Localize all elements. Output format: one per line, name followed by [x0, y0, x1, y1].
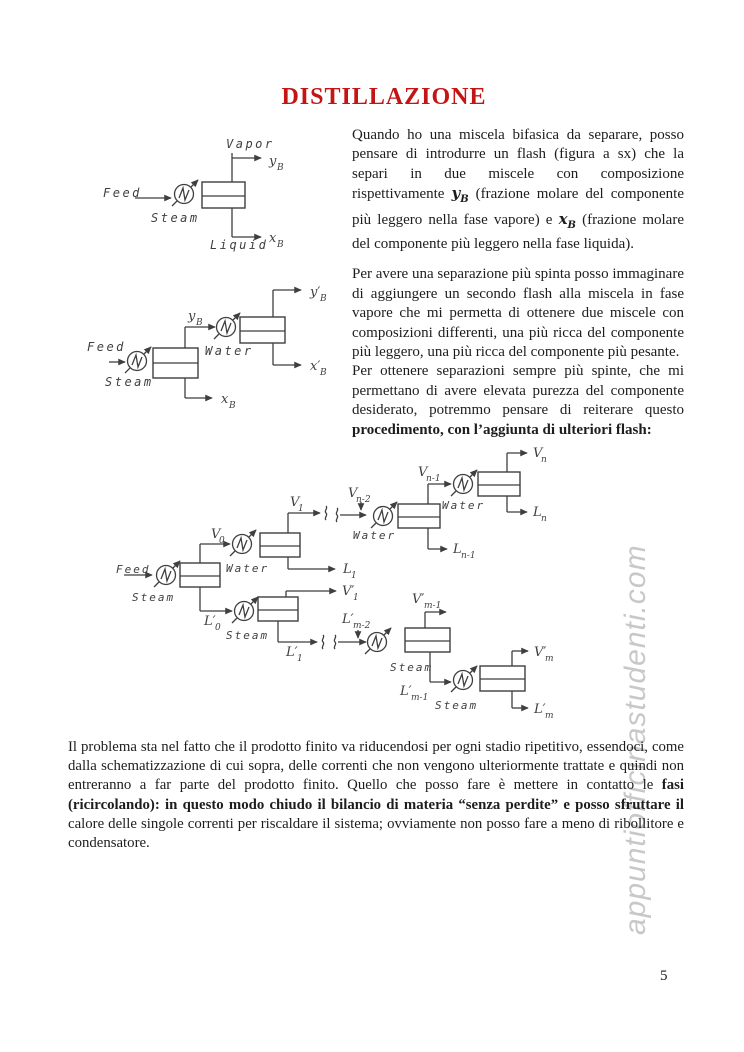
Vmp-sub: m: [545, 654, 554, 664]
flash-drum: [480, 666, 525, 691]
page-number: 5: [660, 968, 668, 984]
paragraph-4-text-c: calore delle singole correnti per riscaldare il sistema; ovviamente non posso fare a meno di ribollitore e condensatore.: [68, 815, 684, 852]
paragraph-2: Per avere una separazione più spinta posso immaginare di aggiungere un secondo flash alla miscela in fase vapore che mi permetta di ottenere due miscele con composizioni differenti, una più ricca del componente più leggero, una più ricca del componente più pesante.: [352, 266, 684, 361]
heat-exchanger-icon: [371, 502, 397, 528]
flash-cascade-diagram: [90, 445, 650, 737]
ypB-sub: B: [320, 294, 327, 304]
xB-label: x: [221, 392, 229, 407]
paragraph-3: [352, 362, 684, 440]
Lmp-label: L′: [534, 702, 546, 717]
L0p-label: L′: [204, 614, 216, 629]
xpB-label: x′: [310, 359, 321, 374]
lmp-stream: [512, 691, 528, 708]
Vn-sub: n: [541, 455, 547, 465]
heat-exchanger-icon: [172, 180, 198, 206]
steam-label: Steam: [105, 375, 154, 389]
feed-label: Feed: [103, 186, 142, 200]
xB-symbol: $x_B$: [558, 209, 576, 231]
text-column: [352, 126, 684, 440]
L1p-sub: 1: [297, 654, 303, 664]
Ln-sub: n: [541, 514, 547, 524]
l0p-stream: [200, 587, 232, 611]
yB-label: y: [269, 154, 277, 169]
steam-label: Steam: [226, 629, 270, 642]
lm1p-stream: [430, 652, 451, 682]
paragraph-1: [352, 126, 684, 254]
Ln1-label: L: [453, 542, 462, 557]
water-label: Water: [442, 499, 486, 512]
yB-sub: B: [277, 163, 284, 173]
yB-sub: B: [196, 318, 203, 328]
single-flash-diagram: [85, 125, 340, 255]
Vn2-label: V: [348, 486, 358, 501]
heat-exchanger-icon: [230, 530, 256, 556]
liquid-label: Liquid: [210, 238, 269, 252]
Ln1-sub: n-1: [461, 551, 476, 561]
vapor-out-stream: [273, 290, 301, 317]
water-label: Water: [205, 344, 254, 358]
L1-sub: 1: [351, 571, 357, 581]
Vm1p-label: V′: [412, 592, 425, 607]
ln1-stream: [428, 528, 447, 549]
paragraph-1-text-b: (frazione molare del componente più leggero nella fase vapore) e: [352, 186, 685, 228]
Vn-label: V: [533, 446, 543, 461]
flash-drum: [478, 472, 520, 496]
L1p-label: L′: [286, 645, 298, 660]
Vn1-label: V: [418, 465, 428, 480]
xpB-sub: B: [320, 368, 327, 378]
ln-stream: [507, 496, 527, 512]
L1-label: L: [343, 562, 352, 577]
V0-sub: 0: [219, 536, 225, 546]
V0-label: V: [211, 527, 221, 542]
water-label: Water: [226, 562, 270, 575]
Vn2-sub: n-2: [356, 495, 371, 505]
lm2p-stream: [334, 630, 366, 649]
heat-exchanger-icon: [125, 347, 151, 373]
vapor-stream: [232, 153, 261, 182]
v0-stream: [200, 544, 230, 563]
xB-sub: B: [277, 240, 284, 250]
liquid-out-stream: [273, 343, 301, 365]
steam-label: Steam: [132, 591, 176, 604]
paragraph-4-text-a: Il problema sta nel fatto che il prodotto finito va riducendosi per ogni stadio ripetitivo, essendoci, come dalla schematizzazione di cui sopra, delle correnti che non vengono ulteriormente trattate e quindi non entreranno a far parte del prodotto finito. Quello che posso fare è mettere in contatto le: [68, 739, 684, 794]
V1-sub: 1: [298, 504, 304, 514]
yB-symbol: $y_B$: [451, 184, 469, 206]
paragraph-3-text-a: Per ottenere separazioni sempre più spinte, che mi permettano di avere elevata purezza del componente desiderato, potremmo pensare di reiterare questo: [352, 363, 684, 419]
paragraph-4-text-b: fasi (ricircolando): in questo modo chiudo il bilancio di materia “senza perdite” e posso sfruttare il: [68, 777, 684, 813]
Vmp-label: V′: [534, 645, 547, 660]
Vn1-sub: n-1: [426, 474, 441, 484]
yB-label: y: [188, 309, 196, 324]
flash-drum: [258, 597, 298, 621]
vn-stream: [507, 453, 527, 472]
heat-exchanger-icon: [451, 470, 477, 496]
v1-stream: [288, 506, 327, 533]
flash-drum: [398, 504, 440, 528]
ypB-label: y′: [310, 285, 321, 300]
Lm1p-label: L′: [400, 684, 412, 699]
steam-label: Steam: [151, 211, 200, 225]
xB-label: x: [269, 231, 277, 246]
paragraph-4: [68, 738, 684, 853]
flash-drum: [202, 182, 245, 208]
vn2-stream: [336, 502, 366, 522]
flash-drum: [260, 533, 300, 557]
liquid-stream: [232, 208, 261, 237]
l1-stream: [288, 557, 335, 569]
paragraph-3-text-b: procedimento, con l’aggiunta di ulteriori flash:: [352, 421, 652, 438]
vapor-label: Vapor: [226, 137, 275, 151]
V1p-label: V′: [342, 584, 355, 599]
Lmp-sub: m: [545, 711, 554, 721]
flash-drum: [153, 348, 198, 378]
L0p-sub: 0: [215, 623, 221, 633]
v1p-stream: [286, 591, 336, 597]
liquid-stream: [185, 378, 212, 398]
water-label: Water: [353, 529, 397, 542]
vm1p-stream: [425, 612, 446, 628]
flash-drum: [405, 628, 450, 652]
Lm2p-sub: m-2: [353, 621, 371, 631]
V1-label: V: [290, 495, 300, 510]
Lm1p-sub: m-1: [411, 693, 429, 703]
Vm1p-sub: m-1: [424, 601, 442, 611]
Lm2p-label: L′: [342, 612, 354, 627]
steam-label: Steam: [390, 661, 434, 674]
l1p-stream: [278, 621, 324, 649]
flash-drum: [180, 563, 220, 587]
steam-label: Steam: [435, 699, 479, 712]
watermark: appuntiofficinastudenti.com: [619, 544, 652, 935]
flash-drum: [240, 317, 285, 343]
heat-exchanger-icon: [451, 666, 477, 692]
heat-exchanger-icon: [232, 597, 258, 623]
heat-exchanger-icon: [154, 561, 180, 587]
heat-exchanger-icon: [365, 628, 391, 654]
paragraph-1-text-c: (frazione molare del componente più leggero nella fase liquida).: [352, 211, 684, 253]
double-flash-diagram: [85, 270, 345, 440]
V1p-sub: 1: [353, 593, 359, 603]
paragraph-1-text-a: Quando ho una miscela bifasica da separare, posso pensare di introdurre un flash (figura a sx) che la separi in due miscele con composizione rispettivamente: [352, 127, 684, 203]
heat-exchanger-icon: [214, 313, 240, 339]
xB-sub: B: [229, 401, 236, 411]
page-title: DISTILLAZIONE: [281, 84, 487, 110]
feed-label: Feed: [87, 340, 126, 354]
vmp-stream: [512, 651, 528, 666]
feed-label: Feed: [116, 563, 151, 576]
Ln-label: L: [533, 505, 542, 520]
